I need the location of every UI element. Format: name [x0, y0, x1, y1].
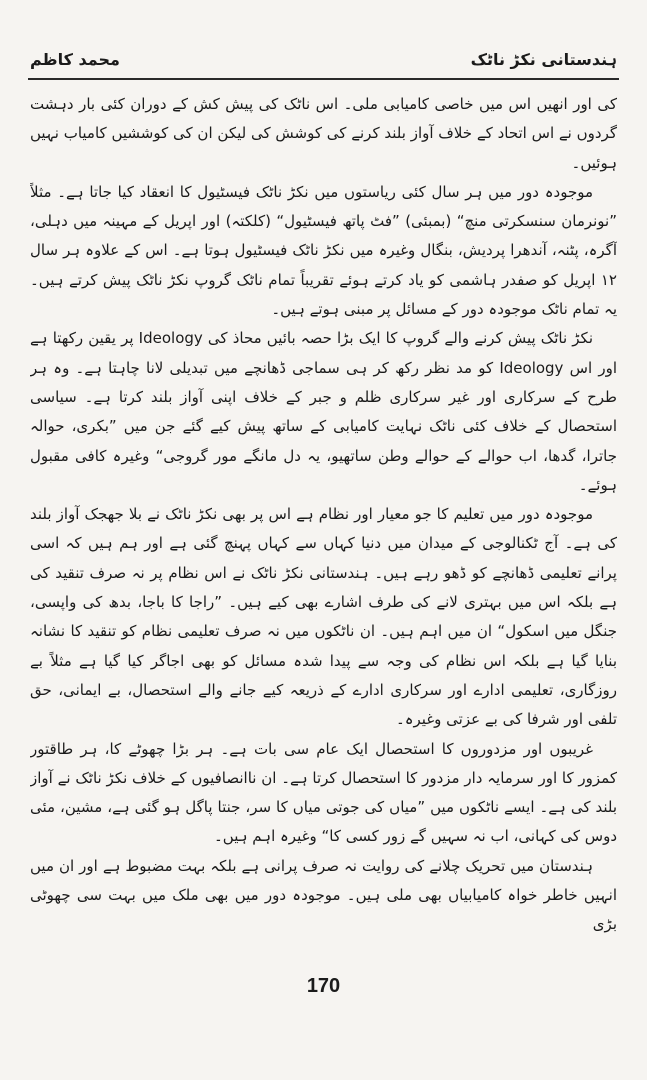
header-divider [28, 78, 619, 80]
paragraph: ہندستان میں تحریک چلانے کی روایت نہ صرف پرانی ہے بلکہ بہت مضبوط ہے اور ان میں انہیں خاطر خواہ کامیابیاں بھی ملی ہیں۔ موجودہ دور میں بھی ملک میں بہت سی چھوٹی بڑی [30, 856, 617, 934]
author-name: محمد کاظم [30, 50, 120, 69]
paragraph: موجودہ دور میں ہر سال کئی ریاستوں میں نکڑ ناٹک فیسٹیول کا انعقاد کیا جاتا ہے۔ مثلاً ”نونرمان سنسکرتی منچ“ (بمبئی) ”فٹ پاتھ فیسٹیول“ (کلکتہ) اور اپریل کے مہینہ میں دہلی، آگرہ، پٹنہ، آندھرا پردیش، بنگال وغیرہ میں نکڑ ناٹک فیسٹیول ہوتا ہے۔ اس کے علاوہ ہر سال ۱۲ اپریل کو صفدر ہاشمی کو یاد کرتے ہوئے تقریباً تمام ناٹک گروپ نکڑ ناٹک پیش کرتے ہیں۔ یہ تمام ناٹک موجودہ دور کے مسائل پر مبنی ہوتے ہیں۔ [30, 182, 617, 319]
paragraph: نکڑ ناٹک پیش کرنے والے گروپ کا ایک بڑا حصہ بائیں محاذ کی Ideology پر یقین رکھتا ہے اور اس Ideology کو مد نظر رکھ کر ہی سماجی ڈھانچے میں تبدیلی لانا چاہتا ہے۔ وہ ہر طرح کے سرکاری اور غیر سرکاری ظلم و جبر کے خلاف اپنی آواز بلند کرتا ہے۔ سیاسی استحصال کے خلاف کئی ناٹک نہایت کامیابی کے ساتھ پیش کیے گئے جن میں ”بکری، حوالہ جاترا، گدھا، اب حوالے کے حوالے وطن ساتھیو، یہ دل مانگے مور گروجی“ وغیرہ کافی مقبول ہوئے۔ [30, 329, 617, 494]
book-title: ہندستانی نکڑ ناٹک [470, 50, 617, 69]
paragraph: غریبوں اور مزدوروں کا استحصال ایک عام سی بات ہے۔ ہر بڑا چھوٹے کا، ہر طاقتور کمزور کا اور سرمایہ دار مزدور کا استحصال کرتا ہے۔ ان ناانصافیوں کے خلاف نکڑ ناٹک نے آواز بلند کی ہے۔ ایسے ناٹکوں میں ”میاں کی جوتی میاں کا سر، جنتا پاگل ہو گئی ہے، مشین، مئی دوس کی کہانی، اب نہ سہیں گے زور کسی کا“ وغیرہ اہم ہیں۔ [30, 739, 617, 846]
paragraph: کی اور انھیں اس میں خاصی کامیابی ملی۔ اس ناٹک کی پیش کش کے دوران کئی بار دہشت گردوں نے اس اتحاد کے خلاف آواز بلند کرنے کی کوشش کی لیکن ان کی کوششیں کامیاب نہیں ہوئیں۔ [30, 95, 617, 172]
paragraph: موجودہ دور میں تعلیم کا جو معیار اور نظام ہے اس پر بھی نکڑ ناٹک نے بلا جھجک آواز بلند کی ہے۔ آج ٹکنالوجی کے میدان میں دنیا کہاں سے کہاں پہنچ گئی ہے اور ہم ہیں کہ اسی پرانے تعلیمی ڈھانچے کو ڈھو رہے ہیں۔ ہندستانی نکڑ ناٹک نے اس نظام پر نہ صرف تنقید کی ہے بلکہ اس میں بہتری لانے کی طرف اشارے بھی کیے ہیں۔ ”راجا کا باجا، بدھ کی واپسی، جنگل میں اسکول“ ان میں اہم ہیں۔ ان ناٹکوں میں نہ صرف تعلیمی نظام کو تنقید کا نشانہ بنایا گیا ہے بلکہ اس نظام کی وجہ سے پیدا شدہ مسائل کو بھی اجاگر کیا گیا ہے مثلاً بے روزگاری، تعلیمی ادارے اور سرکاری ادارے کے ذریعہ کیے جانے والے استحصال، بے ایمانی، حق تلفی اور شرفا کی بے عزتی وغیرہ۔ [30, 505, 617, 729]
body-text [30, 90, 617, 970]
running-header [30, 50, 617, 76]
page-number: 170 [306, 975, 341, 997]
